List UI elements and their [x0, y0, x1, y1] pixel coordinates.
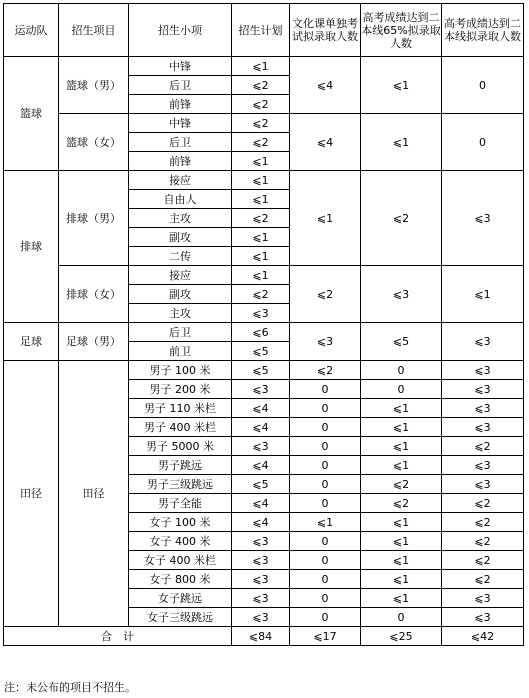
team-cell: 田径 [4, 361, 59, 627]
subitem-cell: 男子 5000 米 [129, 437, 232, 456]
subitem-cell: 中锋 [129, 57, 232, 76]
header-score-65: 高考成绩达到二本线65%拟录取人数 [361, 4, 442, 57]
plan-cell: ⩽3 [232, 589, 290, 608]
score-line-cell: ⩽3 [442, 589, 524, 608]
subitem-cell: 二传 [129, 247, 232, 266]
culture-cell: 0 [290, 475, 361, 494]
culture-cell: ⩽1 [290, 171, 361, 266]
culture-cell: ⩽2 [290, 361, 361, 380]
project-cell: 排球（女） [59, 266, 129, 323]
plan-cell: ⩽4 [232, 399, 290, 418]
subitem-cell: 前锋 [129, 152, 232, 171]
score-65-cell: ⩽1 [361, 532, 442, 551]
subitem-cell: 接应 [129, 266, 232, 285]
culture-cell: ⩽1 [290, 513, 361, 532]
plan-cell: ⩽4 [232, 456, 290, 475]
team-cell: 篮球 [4, 57, 59, 171]
plan-cell: ⩽4 [232, 418, 290, 437]
score-line-cell: ⩽3 [442, 380, 524, 399]
score-line-cell: 0 [442, 57, 524, 114]
plan-cell: ⩽1 [232, 152, 290, 171]
table-row [4, 114, 524, 133]
score-65-cell: ⩽3 [361, 266, 442, 323]
header-score-line: 高考成绩达到二本线拟录取人数 [442, 4, 524, 57]
score-65-cell: ⩽2 [361, 171, 442, 266]
score-line-cell: ⩽2 [442, 570, 524, 589]
subitem-cell: 主攻 [129, 209, 232, 228]
plan-cell: ⩽1 [232, 171, 290, 190]
score-line-cell: ⩽3 [442, 323, 524, 361]
table-row [4, 361, 524, 380]
plan-cell: ⩽4 [232, 513, 290, 532]
header-plan: 招生计划 [232, 4, 290, 57]
plan-cell: ⩽6 [232, 323, 290, 342]
subitem-cell: 男子 200 米 [129, 380, 232, 399]
score-line-cell: ⩽2 [442, 551, 524, 570]
header-subitem: 招生小项 [129, 4, 232, 57]
plan-cell: ⩽5 [232, 361, 290, 380]
header-team: 运动队 [4, 4, 59, 57]
subitem-cell: 副攻 [129, 285, 232, 304]
subitem-cell: 后卫 [129, 133, 232, 152]
score-65-cell: ⩽5 [361, 323, 442, 361]
subitem-cell: 男子 400 米栏 [129, 418, 232, 437]
score-line-cell: ⩽2 [442, 513, 524, 532]
plan-cell: ⩽1 [232, 247, 290, 266]
plan-cell: ⩽1 [232, 190, 290, 209]
footnote: 注：未公布的项目不招生。 [4, 681, 136, 694]
team-cell: 排球 [4, 171, 59, 323]
score-65-cell: ⩽1 [361, 456, 442, 475]
plan-cell: ⩽5 [232, 342, 290, 361]
project-cell: 篮球（女） [59, 114, 129, 171]
total-score-line: ⩽42 [442, 627, 524, 646]
header-project: 招生项目 [59, 4, 129, 57]
score-65-cell: ⩽1 [361, 114, 442, 171]
plan-cell: ⩽3 [232, 304, 290, 323]
header-row [4, 4, 524, 57]
plan-cell: ⩽3 [232, 380, 290, 399]
score-65-cell: ⩽1 [361, 589, 442, 608]
subitem-cell: 后卫 [129, 76, 232, 95]
subitem-cell: 自由人 [129, 190, 232, 209]
plan-cell: ⩽1 [232, 57, 290, 76]
plan-cell: ⩽3 [232, 570, 290, 589]
plan-cell: ⩽2 [232, 209, 290, 228]
score-65-cell: ⩽1 [361, 437, 442, 456]
table-body [4, 57, 524, 646]
subitem-cell: 男子三级跳远 [129, 475, 232, 494]
subitem-cell: 主攻 [129, 304, 232, 323]
total-culture: ⩽17 [290, 627, 361, 646]
subitem-cell: 男子全能 [129, 494, 232, 513]
subitem-cell: 前锋 [129, 95, 232, 114]
project-cell: 田径 [59, 361, 129, 627]
table-row [4, 171, 524, 190]
subitem-cell: 女子跳远 [129, 589, 232, 608]
culture-cell: ⩽4 [290, 114, 361, 171]
subitem-cell: 接应 [129, 171, 232, 190]
score-65-cell: ⩽2 [361, 494, 442, 513]
culture-cell: 0 [290, 380, 361, 399]
culture-cell: ⩽2 [290, 266, 361, 323]
plan-cell: ⩽3 [232, 532, 290, 551]
project-cell: 篮球（男） [59, 57, 129, 114]
subitem-cell: 女子三级跳远 [129, 608, 232, 627]
score-line-cell: ⩽3 [442, 456, 524, 475]
score-65-cell: ⩽2 [361, 475, 442, 494]
score-65-cell: 0 [361, 380, 442, 399]
header-culture: 文化课单独考试拟录取人数 [290, 4, 361, 57]
subitem-cell: 女子 800 米 [129, 570, 232, 589]
score-line-cell: ⩽3 [442, 399, 524, 418]
subitem-cell: 男子跳远 [129, 456, 232, 475]
culture-cell: 0 [290, 418, 361, 437]
project-cell: 排球（男） [59, 171, 129, 266]
plan-cell: ⩽2 [232, 133, 290, 152]
plan-cell: ⩽2 [232, 114, 290, 133]
score-line-cell: ⩽1 [442, 266, 524, 323]
subitem-cell: 男子 100 米 [129, 361, 232, 380]
culture-cell: 0 [290, 589, 361, 608]
score-line-cell: ⩽2 [442, 532, 524, 551]
total-label: 合 计 [4, 627, 232, 646]
table-row [4, 266, 524, 285]
team-cell: 足球 [4, 323, 59, 361]
score-line-cell: ⩽2 [442, 437, 524, 456]
score-65-cell: ⩽1 [361, 418, 442, 437]
subitem-cell: 女子 400 米 [129, 532, 232, 551]
plan-cell: ⩽4 [232, 494, 290, 513]
culture-cell: 0 [290, 437, 361, 456]
score-65-cell: ⩽1 [361, 513, 442, 532]
project-cell: 足球（男） [59, 323, 129, 361]
score-65-cell: ⩽1 [361, 570, 442, 589]
subitem-cell: 中锋 [129, 114, 232, 133]
table-row [4, 57, 524, 76]
score-line-cell: ⩽3 [442, 361, 524, 380]
score-65-cell: ⩽1 [361, 551, 442, 570]
plan-cell: ⩽3 [232, 551, 290, 570]
culture-cell: 0 [290, 532, 361, 551]
score-65-cell: 0 [361, 608, 442, 627]
score-65-cell: 0 [361, 361, 442, 380]
culture-cell: ⩽3 [290, 323, 361, 361]
score-line-cell: ⩽3 [442, 475, 524, 494]
plan-cell: ⩽3 [232, 437, 290, 456]
culture-cell: 0 [290, 551, 361, 570]
plan-cell: ⩽5 [232, 475, 290, 494]
subitem-cell: 男子 110 米栏 [129, 399, 232, 418]
plan-cell: ⩽2 [232, 285, 290, 304]
total-score-65: ⩽25 [361, 627, 442, 646]
culture-cell: 0 [290, 399, 361, 418]
plan-cell: ⩽1 [232, 266, 290, 285]
plan-cell: ⩽2 [232, 95, 290, 114]
score-line-cell: ⩽3 [442, 418, 524, 437]
subitem-cell: 副攻 [129, 228, 232, 247]
culture-cell: 0 [290, 608, 361, 627]
score-line-cell: ⩽2 [442, 494, 524, 513]
subitem-cell: 女子 400 米栏 [129, 551, 232, 570]
subitem-cell: 女子 100 米 [129, 513, 232, 532]
culture-cell: 0 [290, 494, 361, 513]
culture-cell: 0 [290, 570, 361, 589]
subitem-cell: 后卫 [129, 323, 232, 342]
score-line-cell: ⩽3 [442, 171, 524, 266]
culture-cell: 0 [290, 456, 361, 475]
score-65-cell: ⩽1 [361, 399, 442, 418]
subitem-cell: 前卫 [129, 342, 232, 361]
plan-cell: ⩽2 [232, 76, 290, 95]
admission-table [3, 3, 524, 646]
score-line-cell: 0 [442, 114, 524, 171]
score-65-cell: ⩽1 [361, 57, 442, 114]
score-line-cell: ⩽3 [442, 608, 524, 627]
plan-cell: ⩽3 [232, 608, 290, 627]
table-row [4, 323, 524, 342]
total-plan: ⩽84 [232, 627, 290, 646]
plan-cell: ⩽1 [232, 228, 290, 247]
total-row [4, 627, 524, 646]
culture-cell: ⩽4 [290, 57, 361, 114]
